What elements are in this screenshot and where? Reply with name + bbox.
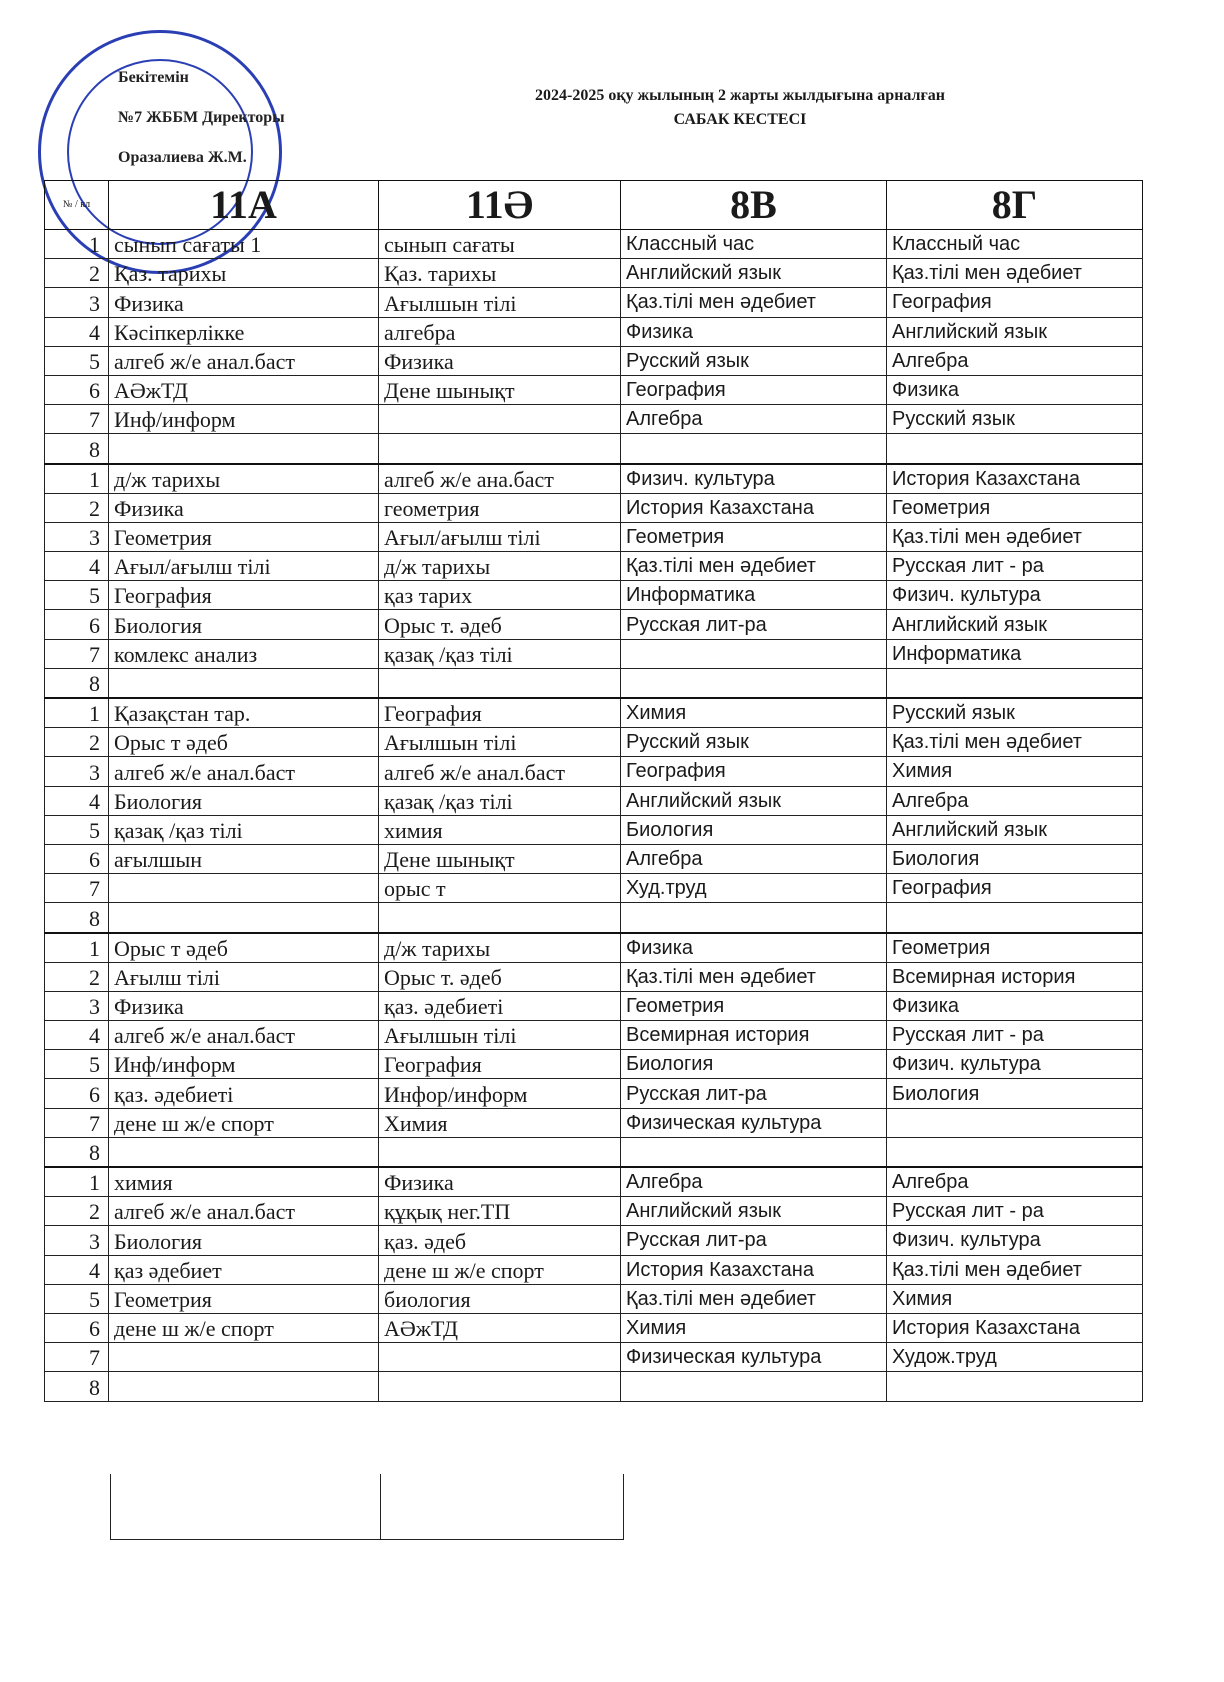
lesson-cell xyxy=(109,1137,379,1167)
class-header-8v: 8В xyxy=(621,181,887,230)
lesson-cell: қазақ /қаз тілі xyxy=(109,815,379,844)
lesson-number: 3 xyxy=(45,288,109,317)
lesson-cell: Қазақстан тар. xyxy=(109,698,379,728)
lesson-cell: Қаз.тілі мен әдебиет xyxy=(887,728,1143,757)
lesson-cell: Химия xyxy=(621,1313,887,1342)
lesson-cell: Классный час xyxy=(887,230,1143,259)
lesson-cell: Қаз. тарихы xyxy=(379,259,621,288)
lesson-number: 7 xyxy=(45,874,109,903)
lesson-number: 1 xyxy=(45,1167,109,1197)
lesson-cell: АӘжТД xyxy=(109,375,379,404)
lesson-cell: Биология xyxy=(621,815,887,844)
lesson-cell: География xyxy=(887,874,1143,903)
lesson-cell: Русский язык xyxy=(887,698,1143,728)
table-row xyxy=(45,639,1143,668)
lesson-cell: қазақ /қаз тілі xyxy=(379,786,621,815)
lesson-cell: алгеб ж/е анал.баст xyxy=(109,757,379,786)
lesson-cell: Қаз.тілі мен әдебиет xyxy=(621,1284,887,1313)
lesson-cell xyxy=(621,903,887,933)
lesson-cell: История Казахстана xyxy=(621,493,887,522)
table-row xyxy=(45,493,1143,522)
table-row xyxy=(45,815,1143,844)
table-row xyxy=(45,522,1143,551)
lesson-number: 4 xyxy=(45,1021,109,1050)
lesson-cell: География xyxy=(379,1050,621,1079)
lesson-number: 6 xyxy=(45,844,109,873)
lesson-cell xyxy=(887,668,1143,698)
lesson-cell: Ағылшын тілі xyxy=(379,288,621,317)
lesson-cell: қаз. әдебиеті xyxy=(109,1079,379,1108)
lesson-cell: Физическая культура xyxy=(621,1343,887,1372)
lesson-number: 5 xyxy=(45,346,109,375)
lesson-cell: комлекс анализ xyxy=(109,639,379,668)
lesson-cell: дене ш ж/е спорт xyxy=(109,1108,379,1137)
lesson-cell: Русская лит - ра xyxy=(887,552,1143,581)
table-row xyxy=(45,581,1143,610)
lesson-number: 3 xyxy=(45,991,109,1020)
approval-line-3: Оразалиева Ж.М. xyxy=(118,149,247,166)
lesson-number: 3 xyxy=(45,1226,109,1255)
lesson-number: 1 xyxy=(45,230,109,259)
lesson-cell xyxy=(887,1108,1143,1137)
lesson-cell: Инфор/информ xyxy=(379,1079,621,1108)
lesson-number: 8 xyxy=(45,1137,109,1167)
num-header: № / кл xyxy=(45,181,109,230)
lesson-cell xyxy=(109,1372,379,1401)
lesson-number: 2 xyxy=(45,962,109,991)
lesson-cell: д/ж тарихы xyxy=(379,552,621,581)
lesson-cell: қазақ /қаз тілі xyxy=(379,639,621,668)
lesson-cell: Английский язык xyxy=(621,786,887,815)
lesson-cell xyxy=(379,1343,621,1372)
table-row xyxy=(45,757,1143,786)
lesson-cell: Английский язык xyxy=(887,610,1143,639)
lesson-number: 8 xyxy=(45,668,109,698)
lesson-cell xyxy=(379,668,621,698)
lesson-number: 7 xyxy=(45,405,109,434)
lesson-cell: Худ.труд xyxy=(621,874,887,903)
table-row xyxy=(45,933,1143,963)
title-line-2: САБАК КЕСТЕСІ xyxy=(673,111,807,128)
approval-line-2: №7 ЖББМ Директоры xyxy=(118,109,285,126)
lesson-cell: Ағыл/ағылш тілі xyxy=(109,552,379,581)
lesson-cell: Геометрия xyxy=(621,991,887,1020)
lesson-number: 8 xyxy=(45,434,109,464)
lesson-number: 5 xyxy=(45,815,109,844)
lesson-cell: Всемирная история xyxy=(621,1021,887,1050)
document-title xyxy=(460,84,1020,132)
schedule-body xyxy=(45,230,1143,1402)
lesson-number: 2 xyxy=(45,1197,109,1226)
lesson-number: 6 xyxy=(45,610,109,639)
table-row xyxy=(45,346,1143,375)
lesson-cell: Физика xyxy=(887,375,1143,404)
lesson-cell: География xyxy=(621,757,887,786)
lesson-cell: Алгебра xyxy=(621,405,887,434)
table-row xyxy=(45,1255,1143,1284)
lesson-cell xyxy=(109,1343,379,1372)
lesson-number: 6 xyxy=(45,1313,109,1342)
lesson-cell: Алгебра xyxy=(887,1167,1143,1197)
lesson-cell: Русская лит-ра xyxy=(621,1079,887,1108)
lesson-cell: Физика xyxy=(621,317,887,346)
lesson-cell: География xyxy=(109,581,379,610)
lesson-cell: Алгебра xyxy=(621,844,887,873)
lesson-cell: Биология xyxy=(887,844,1143,873)
table-row xyxy=(45,1137,1143,1167)
lesson-cell: Орыс т әдеб xyxy=(109,933,379,963)
lesson-cell: Химия xyxy=(621,698,887,728)
lesson-cell: Английский язык xyxy=(621,1197,887,1226)
lesson-cell: Физика xyxy=(379,1167,621,1197)
lesson-number: 6 xyxy=(45,375,109,404)
lesson-cell: Физика xyxy=(887,991,1143,1020)
table-row xyxy=(45,668,1143,698)
approval-line-1: Бекітемін xyxy=(118,69,189,86)
lesson-cell: құқық нег.ТП xyxy=(379,1197,621,1226)
lesson-number: 3 xyxy=(45,522,109,551)
table-row xyxy=(45,1079,1143,1108)
lesson-cell: Русская лит-ра xyxy=(621,610,887,639)
table-row xyxy=(45,962,1143,991)
lesson-cell: алгеб ж/е ана.баст xyxy=(379,464,621,494)
lesson-cell: Геометрия xyxy=(887,933,1143,963)
lesson-cell: дене ш ж/е спорт xyxy=(109,1313,379,1342)
lesson-cell: алгеб ж/е анал.баст xyxy=(109,1197,379,1226)
lesson-number: 8 xyxy=(45,1372,109,1401)
lesson-cell: Русская лит - ра xyxy=(887,1197,1143,1226)
lesson-cell: қаз әдебиет xyxy=(109,1255,379,1284)
table-row xyxy=(45,874,1143,903)
lesson-cell: Информатика xyxy=(621,581,887,610)
lesson-cell: Қаз.тілі мен әдебиет xyxy=(887,522,1143,551)
lesson-cell: биология xyxy=(379,1284,621,1313)
lesson-cell: химия xyxy=(379,815,621,844)
lesson-cell: Биология xyxy=(109,786,379,815)
lesson-cell: Физика xyxy=(109,288,379,317)
lesson-cell xyxy=(621,639,887,668)
lesson-number: 3 xyxy=(45,757,109,786)
lesson-cell: Худож.труд xyxy=(887,1343,1143,1372)
lesson-cell: ағылшын xyxy=(109,844,379,873)
lesson-cell: орыс т xyxy=(379,874,621,903)
lesson-cell: Биология xyxy=(887,1079,1143,1108)
table-row xyxy=(45,434,1143,464)
lesson-cell xyxy=(621,1137,887,1167)
header-row xyxy=(45,181,1143,230)
lesson-cell: Орыс т. әдеб xyxy=(379,962,621,991)
lesson-cell: қаз. әдеб xyxy=(379,1226,621,1255)
table-row xyxy=(45,375,1143,404)
lesson-number: 1 xyxy=(45,933,109,963)
lesson-cell: Қаз.тілі мен әдебиет xyxy=(887,1255,1143,1284)
table-row xyxy=(45,844,1143,873)
lesson-cell: Биология xyxy=(109,1226,379,1255)
lesson-cell: Геометрия xyxy=(109,522,379,551)
lesson-cell: Геометрия xyxy=(621,522,887,551)
lesson-cell xyxy=(621,434,887,464)
lesson-cell: Классный час xyxy=(621,230,887,259)
lesson-number: 6 xyxy=(45,1079,109,1108)
lesson-cell: Инф/информ xyxy=(109,405,379,434)
lesson-cell: История Казахстана xyxy=(887,464,1143,494)
lesson-cell xyxy=(109,874,379,903)
lesson-cell: История Казахстана xyxy=(887,1313,1143,1342)
table-row xyxy=(45,230,1143,259)
class-header-11ae: 11Ә xyxy=(379,181,621,230)
lesson-number: 5 xyxy=(45,1284,109,1313)
lesson-cell: қаз. әдебиеті xyxy=(379,991,621,1020)
lesson-number: 2 xyxy=(45,728,109,757)
lesson-cell: Физика xyxy=(109,493,379,522)
lesson-cell: Химия xyxy=(379,1108,621,1137)
lesson-cell xyxy=(621,668,887,698)
lesson-cell xyxy=(887,434,1143,464)
table-row xyxy=(45,464,1143,494)
lesson-cell: сынып сағаты xyxy=(379,230,621,259)
lesson-cell xyxy=(109,668,379,698)
lesson-cell xyxy=(379,1137,621,1167)
lesson-number: 4 xyxy=(45,1255,109,1284)
lesson-cell: Қаз.тілі мен әдебиет xyxy=(621,552,887,581)
lesson-cell: Орыс т. әдеб xyxy=(379,610,621,639)
table-row xyxy=(45,1021,1143,1050)
lesson-cell: Алгебра xyxy=(887,786,1143,815)
table-row xyxy=(45,698,1143,728)
lesson-cell: АӘжТД xyxy=(379,1313,621,1342)
lesson-cell: География xyxy=(379,698,621,728)
lesson-cell: Всемирная история xyxy=(887,962,1143,991)
lesson-cell: Русская лит-ра xyxy=(621,1226,887,1255)
lesson-cell: Химия xyxy=(887,1284,1143,1313)
lesson-cell: Английский язык xyxy=(887,815,1143,844)
lesson-cell: Қаз.тілі мен әдебиет xyxy=(621,962,887,991)
lesson-cell: алгеб ж/е анал.баст xyxy=(109,1021,379,1050)
lesson-cell: Физич. культура xyxy=(621,464,887,494)
lesson-number: 7 xyxy=(45,1343,109,1372)
lesson-number: 8 xyxy=(45,903,109,933)
table-row xyxy=(45,288,1143,317)
table-row xyxy=(45,259,1143,288)
schedule-table xyxy=(44,180,1143,1402)
lesson-cell xyxy=(887,903,1143,933)
table-row xyxy=(45,728,1143,757)
lesson-cell: Информатика xyxy=(887,639,1143,668)
lesson-cell xyxy=(379,903,621,933)
lesson-cell: Алгебра xyxy=(887,346,1143,375)
lesson-cell: Физич. культура xyxy=(887,1050,1143,1079)
lesson-cell xyxy=(109,903,379,933)
lesson-cell: Геометрия xyxy=(887,493,1143,522)
lesson-cell: Биология xyxy=(621,1050,887,1079)
lesson-cell xyxy=(109,434,379,464)
lesson-cell xyxy=(379,405,621,434)
lesson-cell: Физич. культура xyxy=(887,581,1143,610)
lesson-cell: Русский язык xyxy=(621,728,887,757)
lesson-cell: Химия xyxy=(887,757,1143,786)
lesson-cell: Қаз. тарихы xyxy=(109,259,379,288)
lesson-cell: д/ж тарихы xyxy=(109,464,379,494)
lesson-cell: Инф/информ xyxy=(109,1050,379,1079)
lesson-cell: Английский язык xyxy=(887,317,1143,346)
lesson-cell: Физика xyxy=(109,991,379,1020)
lesson-cell: д/ж тарихы xyxy=(379,933,621,963)
lesson-cell: Физич. культура xyxy=(887,1226,1143,1255)
lesson-cell: алгебра xyxy=(379,317,621,346)
table-row xyxy=(45,903,1143,933)
class-header-8g: 8Г xyxy=(887,181,1143,230)
lesson-cell: География xyxy=(621,375,887,404)
lesson-cell: Ағылш тілі xyxy=(109,962,379,991)
lesson-cell: Русский язык xyxy=(887,405,1143,434)
lesson-number: 2 xyxy=(45,493,109,522)
table-row xyxy=(45,405,1143,434)
lesson-number: 1 xyxy=(45,464,109,494)
table-row xyxy=(45,1226,1143,1255)
lesson-cell: География xyxy=(887,288,1143,317)
table-row xyxy=(45,1284,1143,1313)
lesson-cell: Ағылшын тілі xyxy=(379,1021,621,1050)
table-row xyxy=(45,1313,1143,1342)
lesson-number: 5 xyxy=(45,1050,109,1079)
table-row xyxy=(45,1197,1143,1226)
lesson-cell: химия xyxy=(109,1167,379,1197)
lesson-cell: қаз тарих xyxy=(379,581,621,610)
lesson-cell: Физика xyxy=(621,933,887,963)
table-row xyxy=(45,786,1143,815)
table-row xyxy=(45,1050,1143,1079)
lesson-cell: Дене шынықт xyxy=(379,844,621,873)
lesson-cell: дене ш ж/е спорт xyxy=(379,1255,621,1284)
lesson-cell xyxy=(379,1372,621,1401)
lesson-cell: Физика xyxy=(379,346,621,375)
lesson-cell: Ағылшын тілі xyxy=(379,728,621,757)
lesson-cell: Қаз.тілі мен әдебиет xyxy=(887,259,1143,288)
title-line-1: 2024-2025 оқу жылының 2 жарты жылдығына арналған xyxy=(534,87,946,104)
lesson-cell: геометрия xyxy=(379,493,621,522)
lesson-number: 1 xyxy=(45,698,109,728)
lesson-number: 7 xyxy=(45,1108,109,1137)
lesson-cell xyxy=(379,434,621,464)
empty-trailing-divider xyxy=(380,1474,381,1540)
table-row xyxy=(45,317,1143,346)
lesson-cell xyxy=(887,1137,1143,1167)
lesson-cell: История Казахстана xyxy=(621,1255,887,1284)
table-row xyxy=(45,1343,1143,1372)
lesson-cell: Русская лит - ра xyxy=(887,1021,1143,1050)
lesson-cell: Қаз.тілі мен әдебиет xyxy=(621,288,887,317)
lesson-cell xyxy=(887,1372,1143,1401)
lesson-cell: Физическая культура xyxy=(621,1108,887,1137)
lesson-cell: алгеб ж/е анал.баст xyxy=(109,346,379,375)
lesson-cell: Кәсіпкерлікке xyxy=(109,317,379,346)
lesson-number: 2 xyxy=(45,259,109,288)
table-row xyxy=(45,552,1143,581)
table-row xyxy=(45,991,1143,1020)
table-row xyxy=(45,1372,1143,1401)
table-row xyxy=(45,1108,1143,1137)
lesson-number: 4 xyxy=(45,317,109,346)
lesson-cell: Биология xyxy=(109,610,379,639)
table-row xyxy=(45,1167,1143,1197)
lesson-number: 5 xyxy=(45,581,109,610)
lesson-cell: алгеб ж/е анал.баст xyxy=(379,757,621,786)
approval-block xyxy=(118,58,285,178)
empty-trailing-cells xyxy=(110,1474,624,1540)
table-row xyxy=(45,610,1143,639)
lesson-cell: Дене шынықт xyxy=(379,375,621,404)
lesson-cell: сынып сағаты 1 xyxy=(109,230,379,259)
lesson-cell xyxy=(621,1372,887,1401)
lesson-cell: Алгебра xyxy=(621,1167,887,1197)
lesson-cell: Ағыл/ағылш тілі xyxy=(379,522,621,551)
class-header-11a: 11А xyxy=(109,181,379,230)
lesson-cell: Геометрия xyxy=(109,1284,379,1313)
lesson-cell: Русский язык xyxy=(621,346,887,375)
lesson-number: 4 xyxy=(45,552,109,581)
lesson-cell: Орыс т әдеб xyxy=(109,728,379,757)
lesson-number: 7 xyxy=(45,639,109,668)
lesson-cell: Английский язык xyxy=(621,259,887,288)
lesson-number: 4 xyxy=(45,786,109,815)
